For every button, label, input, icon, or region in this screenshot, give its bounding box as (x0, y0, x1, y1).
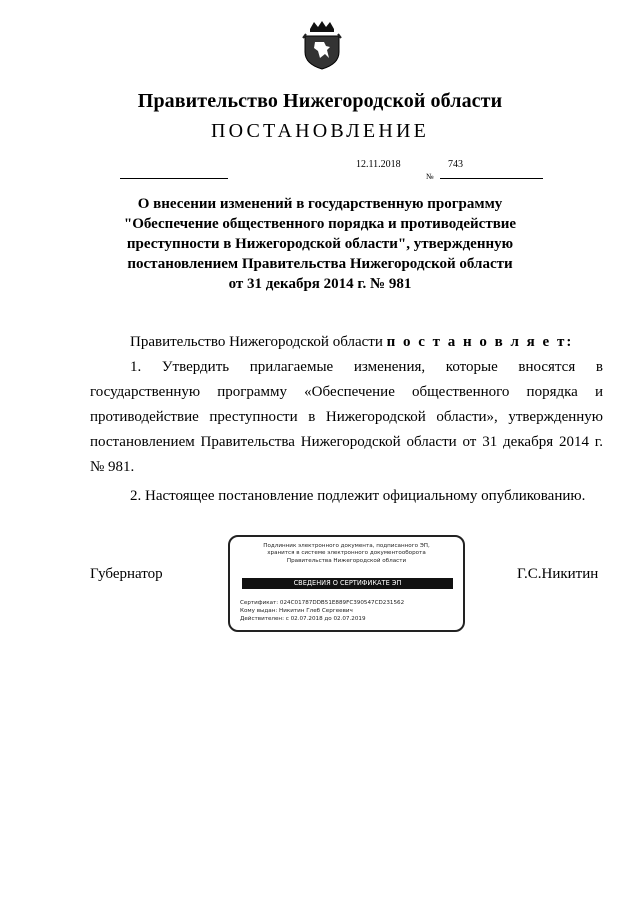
number-underline (440, 178, 543, 179)
stamp-title-bar: СВЕДЕНИЯ О СЕРТИФИКАТЕ ЭП (242, 578, 453, 589)
signatory-name: Г.С.Никитин (517, 566, 599, 582)
heading-line: О внесении изменений в государственную программу (137, 196, 503, 212)
document-date: 12.11.2018 (356, 159, 401, 170)
stamp-row: Кому выдан: Никитин Глеб Сергеевич (240, 608, 353, 614)
intro-keyword: п о с т а н о в л я е т: (386, 334, 574, 350)
government-title: Правительство Нижегородской области (137, 90, 503, 112)
intro-text: Правительство Нижегородской области (130, 334, 383, 350)
electronic-signature-stamp (228, 535, 465, 632)
signatory-position: Губернатор (90, 566, 163, 582)
paragraph-item-1: 1. Утвердить прилагаемые изменения, которые вносятся в государственную программу «Обеспечение общественного порядка и противодействие преступности в Нижегородской области», утвержденную постановлением Правительства Нижегородской области от 31 декабря 2014 г. № 981. (90, 359, 603, 475)
stamp-row: Действителен: с 02.07.2018 до 02.07.2019 (240, 616, 366, 622)
intro-paragraph (90, 330, 603, 355)
heading-line: постановлением Правительства Нижегородской области (127, 256, 513, 272)
paragraph-item-2: 2. Настоящее постановление подлежит официальному опубликованию. (130, 488, 586, 504)
date-underline-left (120, 178, 228, 179)
document-number: 743 (448, 159, 463, 170)
document-heading (100, 194, 540, 294)
number-sign: № (426, 172, 434, 181)
coat-of-arms-emblem (302, 20, 342, 70)
stamp-header-line: Подлинник электронного документа, подписанного ЭП, (263, 543, 430, 549)
heading-line: от 31 декабря 2014 г. № 981 (228, 276, 412, 292)
stamp-header-line: хранится в системе электронного документооборота (267, 550, 426, 557)
stamp-row: Сертификат: 024C01787DDB51E889FC390547CD231562 (240, 600, 405, 606)
heading-line: преступности в Нижегородской области", утвержденную (126, 236, 514, 252)
heading-line: "Обеспечение общественного порядка и противодействие (123, 216, 517, 232)
stamp-header (230, 543, 463, 565)
stamp-header-line: Правительства Нижегородской области (286, 557, 407, 564)
stamp-details (240, 599, 404, 623)
document-type: ПОСТАНОВЛЕНИЕ (210, 120, 430, 142)
